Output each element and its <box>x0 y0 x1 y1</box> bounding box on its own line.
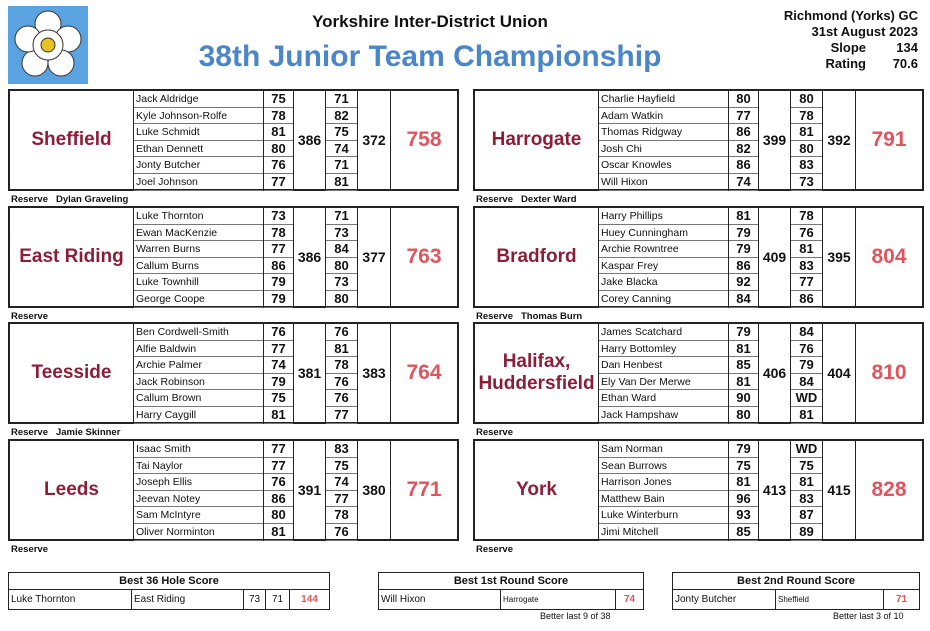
round-2-scores <box>791 208 823 306</box>
round-1-score: 86 <box>729 124 758 141</box>
team-name: Leeds <box>10 441 134 539</box>
team-total: 758 <box>406 128 442 151</box>
round-1-score: 74 <box>264 357 293 374</box>
player-name: Ben Cordwell-Smith <box>134 324 263 341</box>
reserve-label: Reserve <box>476 194 513 205</box>
reserve-label: Reserve <box>476 427 513 438</box>
round-1-score: 79 <box>729 225 758 242</box>
player-name: George Coope <box>134 291 263 308</box>
round-1-score: 86 <box>729 258 758 275</box>
player-list <box>599 208 729 306</box>
player-name: Huey Cunningham <box>599 225 728 242</box>
player-name: Luke Winterburn <box>599 507 728 524</box>
round-2-score: 86 <box>791 291 822 308</box>
round-1-score: 79 <box>729 241 758 258</box>
round-1-total: 391 <box>294 441 326 539</box>
round-1-score: 81 <box>729 374 758 391</box>
round-2-score: 82 <box>326 108 357 125</box>
reserve-label: Reserve <box>476 311 513 322</box>
round-1-score: 77 <box>264 174 293 191</box>
player-name: Sam McIntyre <box>134 507 263 524</box>
player-name: Joseph Ellis <box>134 474 263 491</box>
round-1-score: 84 <box>729 291 758 308</box>
round-2-score: 81 <box>791 124 822 141</box>
player-name: Will Hixon <box>599 174 728 191</box>
best-1st-team: Harrogate <box>501 590 616 609</box>
slope-label: Slope <box>830 40 866 55</box>
player-list <box>599 91 729 189</box>
round-1-score: 81 <box>264 407 293 424</box>
round-1-total: 399 <box>759 91 791 189</box>
player-name: Kaspar Frey <box>599 258 728 275</box>
round-2-total: 404 <box>823 324 856 422</box>
team-name: Harrogate <box>475 91 599 189</box>
round-1-score: 85 <box>729 357 758 374</box>
round-1-scores <box>729 324 759 422</box>
player-name: Jake Blacka <box>599 274 728 291</box>
player-name: Jonty Butcher <box>134 157 263 174</box>
reserve-row <box>11 544 56 555</box>
round-2-score: 78 <box>326 357 357 374</box>
player-list <box>134 441 264 539</box>
player-name: James Scatchard <box>599 324 728 341</box>
player-name: Matthew Bain <box>599 491 728 508</box>
round-1-score: 86 <box>729 157 758 174</box>
round-1-scores <box>729 441 759 539</box>
round-1-score: 80 <box>729 91 758 108</box>
round-2-score: 80 <box>326 258 357 275</box>
reserve-row <box>11 311 56 322</box>
round-1-score: 76 <box>264 324 293 341</box>
round-1-total: 386 <box>294 91 326 189</box>
best-36-team: East Riding <box>132 590 244 609</box>
round-2-score: 83 <box>791 491 822 508</box>
round-2-score: 79 <box>791 357 822 374</box>
best-2nd-note: Better last 3 of 10 <box>833 611 904 621</box>
round-1-total: 381 <box>294 324 326 422</box>
team-panel <box>473 322 924 424</box>
round-1-score: 77 <box>729 108 758 125</box>
player-list <box>134 208 264 306</box>
team-panel <box>8 206 459 308</box>
round-1-score: 96 <box>729 491 758 508</box>
round-1-score: 86 <box>264 258 293 275</box>
player-name: Sam Norman <box>599 441 728 458</box>
round-2-score: 76 <box>791 341 822 358</box>
player-name: Ethan Dennett <box>134 141 263 158</box>
round-1-score: 80 <box>729 407 758 424</box>
team-name: East Riding <box>10 208 134 306</box>
round-1-scores <box>729 91 759 189</box>
round-1-total: 413 <box>759 441 791 539</box>
round-2-score: 78 <box>791 208 822 225</box>
round-1-score: 81 <box>729 341 758 358</box>
round-2-total: 380 <box>358 441 391 539</box>
slope-value: 134 <box>896 40 918 55</box>
round-1-score: 75 <box>729 458 758 475</box>
rating-label: Rating <box>825 56 866 71</box>
player-name: Warren Burns <box>134 241 263 258</box>
round-1-total: 406 <box>759 324 791 422</box>
best-1st-player: Will Hixon <box>379 590 501 609</box>
round-2-scores <box>326 208 358 306</box>
round-2-score: 84 <box>791 324 822 341</box>
team-panel <box>8 439 459 541</box>
round-1-score: 77 <box>264 341 293 358</box>
round-1-score: 79 <box>264 274 293 291</box>
round-2-score: WD <box>791 441 822 458</box>
player-name: Josh Chi <box>599 141 728 158</box>
round-1-score: 77 <box>264 458 293 475</box>
round-2-score: 71 <box>326 208 357 225</box>
round-2-score: 81 <box>326 174 357 191</box>
round-2-score: 77 <box>326 407 357 424</box>
round-1-score: 93 <box>729 507 758 524</box>
reserve-row <box>11 427 120 438</box>
round-2-score: WD <box>791 390 822 407</box>
team-total: 791 <box>871 128 907 151</box>
round-2-score: 81 <box>791 241 822 258</box>
best-2nd-round-box <box>672 572 920 610</box>
round-1-scores <box>264 324 294 422</box>
reserve-name: Dylan Graveling <box>55 194 129 205</box>
team-total: 771 <box>406 478 442 501</box>
reserve-label: Reserve <box>476 544 513 555</box>
player-name: Harry Caygill <box>134 407 263 424</box>
round-2-score: 74 <box>326 141 357 158</box>
team-total: 828 <box>871 478 907 501</box>
best-36-r1: 73 <box>244 590 266 609</box>
round-2-scores <box>791 441 823 539</box>
team-name: Halifax, Huddersfield <box>475 324 599 422</box>
player-name: Archie Palmer <box>134 357 263 374</box>
best-2nd-score: 71 <box>895 594 908 605</box>
round-2-score: 80 <box>791 141 822 158</box>
best-36-hole-box <box>8 572 330 610</box>
round-2-score: 75 <box>326 458 357 475</box>
round-1-scores <box>264 441 294 539</box>
player-name: Luke Thornton <box>134 208 263 225</box>
reserve-row <box>476 427 521 438</box>
team-name: Bradford <box>475 208 599 306</box>
best-36-title: Best 36 Hole Score <box>9 573 329 590</box>
round-1-scores <box>264 208 294 306</box>
player-name: Harry Bottomley <box>599 341 728 358</box>
reserve-row <box>11 194 128 205</box>
team-total: 764 <box>406 361 442 384</box>
round-2-score: 76 <box>326 524 357 541</box>
best-36-r2: 71 <box>266 590 290 609</box>
round-2-score: 73 <box>326 274 357 291</box>
player-name: Jack Hampshaw <box>599 407 728 424</box>
best-36-total: 144 <box>301 594 318 605</box>
round-2-scores <box>326 324 358 422</box>
round-1-score: 86 <box>264 491 293 508</box>
logo <box>8 6 88 84</box>
player-name: Luke Schmidt <box>134 124 263 141</box>
best-1st-title: Best 1st Round Score <box>379 573 643 590</box>
round-2-score: 89 <box>791 524 822 541</box>
best-1st-score: 74 <box>623 594 636 605</box>
team-panel <box>473 206 924 308</box>
team-total: 763 <box>406 245 442 268</box>
player-name: Luke Townhill <box>134 274 263 291</box>
round-1-scores <box>729 208 759 306</box>
round-2-score: 81 <box>791 407 822 424</box>
round-1-score: 80 <box>264 141 293 158</box>
round-2-scores <box>326 91 358 189</box>
round-2-score: 80 <box>326 291 357 308</box>
player-name: Alfie Baldwin <box>134 341 263 358</box>
player-name: Thomas Ridgway <box>599 124 728 141</box>
team-panel <box>473 89 924 191</box>
reserve-label: Reserve <box>11 544 48 555</box>
player-name: Kyle Johnson-Rolfe <box>134 108 263 125</box>
team-panel <box>8 322 459 424</box>
reserve-row <box>476 544 521 555</box>
player-list <box>599 441 729 539</box>
reserve-label: Reserve <box>11 427 48 438</box>
round-1-score: 79 <box>729 441 758 458</box>
round-2-score: 76 <box>791 225 822 242</box>
round-2-score: 78 <box>791 108 822 125</box>
round-2-score: 83 <box>326 441 357 458</box>
team-total: 810 <box>871 361 907 384</box>
round-2-scores <box>791 324 823 422</box>
player-name: Isaac Smith <box>134 441 263 458</box>
player-name: Dan Henbest <box>599 357 728 374</box>
round-1-score: 79 <box>264 374 293 391</box>
round-1-score: 79 <box>264 291 293 308</box>
reserve-label: Reserve <box>11 194 48 205</box>
round-2-score: 80 <box>791 91 822 108</box>
round-2-score: 81 <box>791 474 822 491</box>
round-2-score: 83 <box>791 258 822 275</box>
round-2-scores <box>326 441 358 539</box>
round-2-score: 75 <box>326 124 357 141</box>
venue-name: Richmond (Yorks) GC <box>783 8 918 23</box>
white-rose-icon <box>8 6 88 84</box>
player-name: Charlie Hayfield <box>599 91 728 108</box>
best-36-player: Luke Thornton <box>9 590 132 609</box>
round-1-score: 78 <box>264 225 293 242</box>
round-2-total: 395 <box>823 208 856 306</box>
player-name: Ely Van Der Merwe <box>599 374 728 391</box>
round-1-score: 75 <box>264 91 293 108</box>
player-list <box>134 324 264 422</box>
round-2-score: 73 <box>326 225 357 242</box>
player-list <box>599 324 729 422</box>
player-name: Oscar Knowles <box>599 157 728 174</box>
player-name: Harrison Jones <box>599 474 728 491</box>
reserve-name: Thomas Burn <box>520 311 583 322</box>
round-2-score: 77 <box>791 274 822 291</box>
round-1-score: 81 <box>264 524 293 541</box>
round-1-score: 81 <box>264 124 293 141</box>
reserve-label: Reserve <box>11 311 48 322</box>
round-1-score: 80 <box>264 507 293 524</box>
round-2-score: 73 <box>791 174 822 191</box>
team-name: York <box>475 441 599 539</box>
round-1-score: 92 <box>729 274 758 291</box>
venue-info <box>718 8 918 72</box>
round-1-score: 85 <box>729 524 758 541</box>
round-2-score: 76 <box>326 324 357 341</box>
best-2nd-player: Jonty Butcher <box>673 590 776 609</box>
slope-row <box>718 40 918 56</box>
player-name: Adam Watkin <box>599 108 728 125</box>
round-1-scores <box>264 91 294 189</box>
round-1-score: 77 <box>264 441 293 458</box>
team-total: 804 <box>871 245 907 268</box>
round-2-total: 383 <box>358 324 391 422</box>
player-name: Ethan Ward <box>599 390 728 407</box>
round-1-score: 78 <box>264 108 293 125</box>
reserve-row <box>476 194 577 205</box>
round-2-score: 81 <box>326 341 357 358</box>
player-name: Corey Canning <box>599 291 728 308</box>
reserve-name: Jamie Skinner <box>55 427 121 438</box>
round-2-score: 76 <box>326 390 357 407</box>
round-1-score: 82 <box>729 141 758 158</box>
round-2-score: 78 <box>326 507 357 524</box>
organisation-name: Yorkshire Inter-District Union <box>312 12 548 31</box>
player-name: Jack Robinson <box>134 374 263 391</box>
round-1-score: 77 <box>264 241 293 258</box>
round-2-score: 87 <box>791 507 822 524</box>
team-panel <box>8 89 459 191</box>
round-2-score: 75 <box>791 458 822 475</box>
round-2-score: 84 <box>791 374 822 391</box>
player-list <box>134 91 264 189</box>
round-1-score: 81 <box>729 474 758 491</box>
round-1-score: 76 <box>264 474 293 491</box>
round-2-score: 71 <box>326 91 357 108</box>
round-2-score: 76 <box>326 374 357 391</box>
round-2-total: 377 <box>358 208 391 306</box>
page-title: 38th Junior Team Championship <box>198 40 662 73</box>
round-1-score: 74 <box>729 174 758 191</box>
player-name: Harry Phillips <box>599 208 728 225</box>
round-1-score: 90 <box>729 390 758 407</box>
player-name: Joel Johnson <box>134 174 263 191</box>
round-2-score: 77 <box>326 491 357 508</box>
player-name: Jeevan Notey <box>134 491 263 508</box>
round-2-scores <box>791 91 823 189</box>
round-2-score: 83 <box>791 157 822 174</box>
player-name: Ewan MacKenzie <box>134 225 263 242</box>
round-2-total: 392 <box>823 91 856 189</box>
round-1-score: 81 <box>729 208 758 225</box>
event-date: 31st August 2023 <box>811 24 918 39</box>
team-name: Teesside <box>10 324 134 422</box>
rating-value: 70.6 <box>892 56 918 71</box>
best-2nd-title: Best 2nd Round Score <box>673 573 919 590</box>
round-2-total: 415 <box>823 441 856 539</box>
player-name: Callum Brown <box>134 390 263 407</box>
team-name: Sheffield <box>10 91 134 189</box>
player-name: Oliver Norminton <box>134 524 263 541</box>
round-1-total: 409 <box>759 208 791 306</box>
round-1-score: 76 <box>264 157 293 174</box>
round-2-score: 71 <box>326 157 357 174</box>
round-1-score: 73 <box>264 208 293 225</box>
round-1-total: 386 <box>294 208 326 306</box>
best-1st-note: Better last 9 of 38 <box>540 611 611 621</box>
reserve-row <box>476 311 582 322</box>
player-name: Callum Burns <box>134 258 263 275</box>
round-1-score: 75 <box>264 390 293 407</box>
player-name: Jack Aldridge <box>134 91 263 108</box>
best-2nd-team: Sheffield <box>776 590 884 609</box>
round-2-score: 74 <box>326 474 357 491</box>
rating-row <box>718 56 918 72</box>
team-panel <box>473 439 924 541</box>
round-2-total: 372 <box>358 91 391 189</box>
best-1st-round-box <box>378 572 644 610</box>
player-name: Jimi Mitchell <box>599 524 728 541</box>
reserve-name: Dexter Ward <box>520 194 577 205</box>
round-1-score: 79 <box>729 324 758 341</box>
player-name: Sean Burrows <box>599 458 728 475</box>
player-name: Tai Naylor <box>134 458 263 475</box>
player-name: Archie Rowntree <box>599 241 728 258</box>
round-2-score: 84 <box>326 241 357 258</box>
